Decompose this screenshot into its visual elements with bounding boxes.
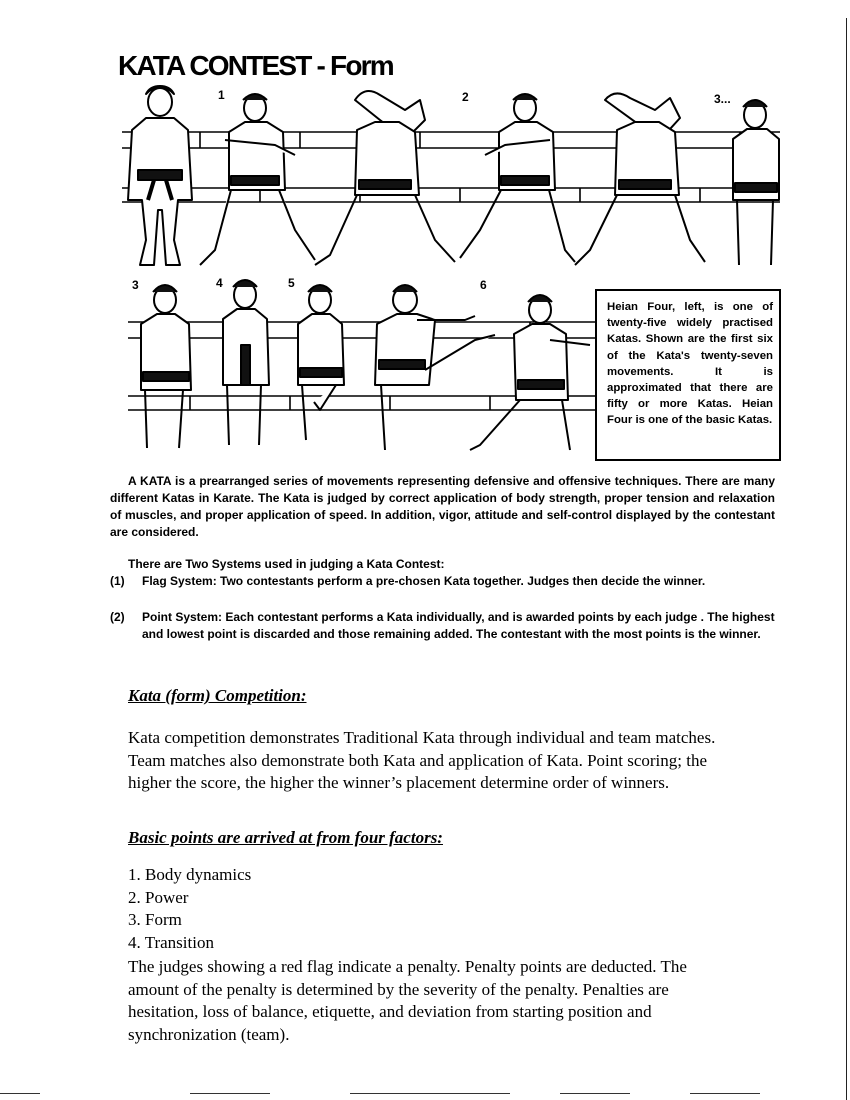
factor-item: 2. Power	[128, 887, 189, 907]
competition-heading: Kata (form) Competition:	[128, 686, 307, 705]
competition-paragraph: Kata competition demonstrates Traditional Kata through individual and team matches. Team matches also demonstrate both Kata and application of Kata. Point scoring; the higher the score, the higher the winner’s placement determine order of winners.	[128, 728, 716, 792]
system-text: Two contestants perform a pre-chosen Kata together. Judges then decide the winner.	[216, 574, 706, 588]
page-title: KATA CONTEST - Form	[118, 50, 393, 81]
system-number: (1)	[110, 574, 125, 588]
factors-heading: Basic points are arrived at from four factors:	[128, 828, 443, 847]
wall-outline-top	[122, 132, 780, 202]
systems-lead: There are Two Systems used in judging a Kata Contest:	[128, 557, 445, 571]
figure-kick	[375, 285, 495, 450]
system-name: Flag System:	[142, 574, 217, 588]
system-item	[110, 573, 780, 590]
figure-high-block-2	[575, 93, 705, 265]
figure-number: 3	[132, 278, 139, 292]
figure-ready	[128, 86, 192, 265]
figure-block-2	[460, 94, 575, 262]
figure-high-block	[315, 91, 455, 265]
system-item	[110, 609, 780, 643]
factor-item: 4. Transition	[128, 932, 214, 952]
figure-number: 1	[218, 88, 225, 102]
system-number: (2)	[110, 610, 125, 624]
system-name: Point System:	[142, 610, 223, 624]
factors-list	[128, 864, 251, 954]
factor-item: 1. Body dynamics	[128, 865, 252, 884]
intro-paragraph: A KATA is a prearranged series of movements representing defensive and offensive techniques. There are many different Katas in Karate. The Kata is judged by correct application of body strength, proper tension and relaxation of muscles, and proper application of speed. In addition, vigor, attitude and self-control displayed by the contestant are considered.	[110, 474, 775, 539]
figure-number: 2	[462, 90, 469, 104]
figure-3	[141, 285, 191, 448]
figure-number: 3...	[714, 92, 731, 106]
figure-6	[470, 295, 590, 450]
penalty-paragraph: The judges showing a red flag indicate a penalty. Penalty points are deducted. The amount of the penalty is determined by the severity of the penalty. Penalties are hesitation, loss of balance, etiquette, and deviation from starting position and synchronization (team).	[128, 957, 687, 1044]
figure-4	[223, 280, 269, 445]
figure-block-1	[200, 94, 315, 265]
factor-item: 3. Form	[128, 910, 182, 929]
figure-caption: Heian Four, left, is one of twenty-five widely practised Katas. Shown are the first six of the Kata's twenty-seven movements. It is approximated that there are fifty or more Katas. Heian Four is one of the basic Katas.	[595, 289, 781, 461]
figure-number: 4	[216, 276, 223, 290]
figure-turn	[733, 100, 779, 265]
figure-number: 5	[288, 276, 295, 290]
kata-illustration	[0, 0, 850, 470]
figure-number: 6	[480, 278, 487, 292]
figure-5	[298, 285, 344, 440]
system-text: Each contestant performs a Kata individually, and is awarded points by each judge . The highest and lowest point is discarded and those remaining added. The contestant with the most points is the winner.	[142, 610, 775, 641]
